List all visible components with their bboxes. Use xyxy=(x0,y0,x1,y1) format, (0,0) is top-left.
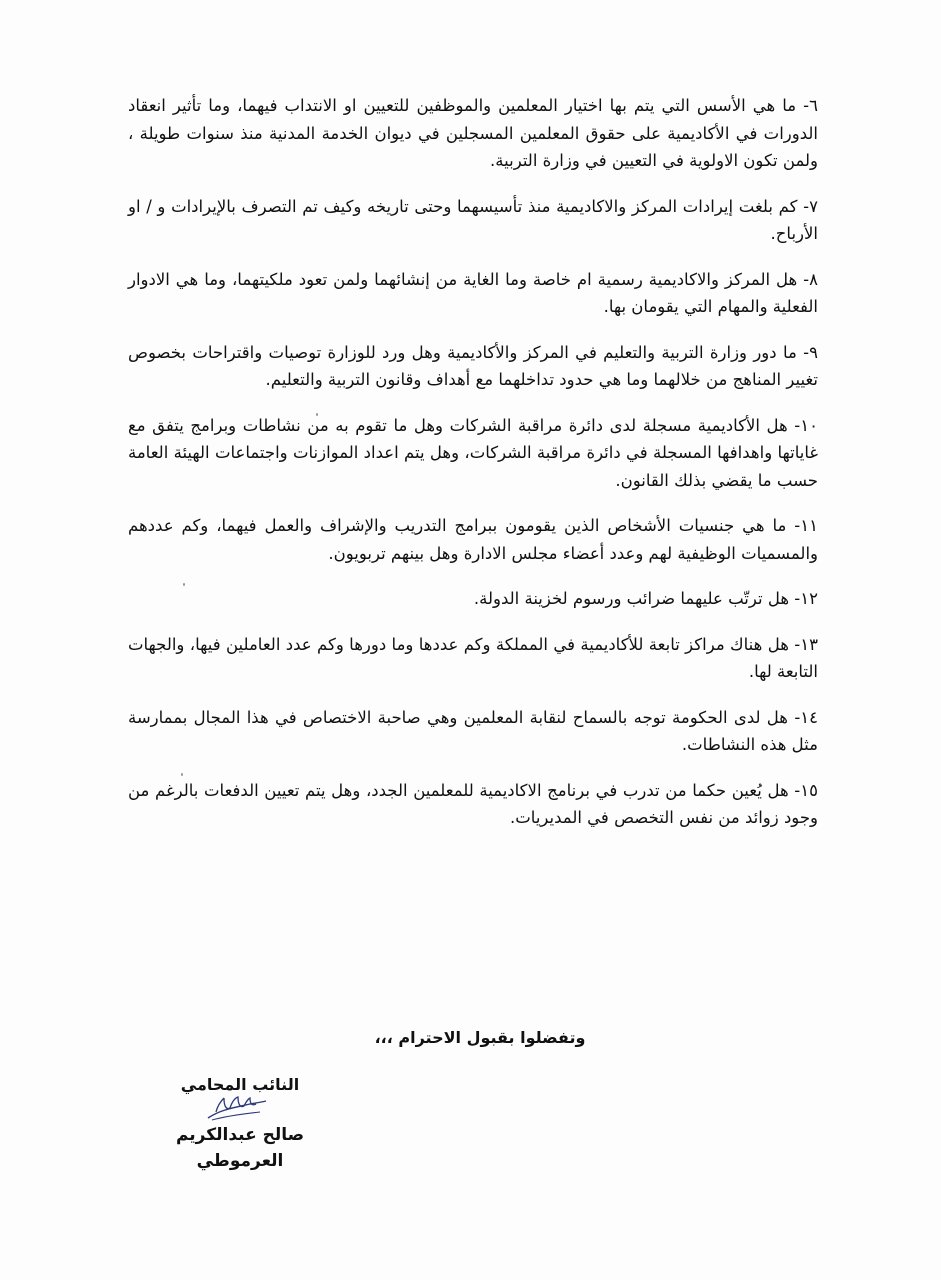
scan-speck xyxy=(316,413,318,416)
question-number: ٧- xyxy=(803,196,818,216)
question-number: ٦- xyxy=(803,96,818,115)
question-item xyxy=(128,512,818,567)
question-item xyxy=(128,92,818,175)
question-text: هل الأكاديمية مسجلة لدى دائرة مراقبة الشركات وهل ما تقوم به من نشاطات وبرامج يتفق مع غاياتها واهدافها المسجلة في دائرة مراقبة الشركات، وهل يتم اعداد الموازنات واجتماعات الهيئة العامة حسب ما يقضي بذلك القانون. xyxy=(128,415,818,490)
question-text: هل هناك مراكز تابعة للأكاديمية في المملكة وكم عددها وما دورها وكم عدد العاملين فيها، والجهات التابعة لها. xyxy=(128,634,818,681)
question-text: كم بلغت إيرادات المركز والاكاديمية منذ تأسيسهما وحتى تاريخه وكيف تم التصرف بالإيرادات و / او الأرباح. xyxy=(128,196,818,243)
question-text: هل المركز والاكاديمية رسمية ام خاصة وما الغاية من إنشائهما ولمن تعود ملكيتهما، وما هي الادوار الفعلية والمهام التي يقومان بها. xyxy=(128,269,818,316)
handwritten-signature xyxy=(130,1096,350,1122)
question-item xyxy=(128,193,818,248)
question-number: ٩- xyxy=(803,342,818,362)
questions-list xyxy=(128,92,818,850)
question-item xyxy=(128,631,818,686)
question-item xyxy=(128,412,818,495)
question-text: ما هي الأسس التي يتم بها اختيار المعلمين والموظفين للتعيين او الانتداب فيهما، وما تأثير انعقاد الدورات في الأكاديمية على حقوق المعلمين المسجلين في ديوان الخدمة المدنية منذ سنوات طويلة ، ولمن تكون الاولوية في التعيين في وزارة التربية. xyxy=(128,96,818,170)
question-text: ما هي جنسيات الأشخاص الذين يقومون ببرامج التدريب والإشراف والعمل فيهما، وكم عددهم والمسميات الوظيفية لهم وعدد أعضاء مجلس الادارة وهل بينهم تربويون. xyxy=(128,516,818,563)
signatory-title: النائب المحامي xyxy=(180,1075,300,1094)
question-text: هل لدى الحكومة توجه بالسماح لنقابة المعلمين وهي صاحبة الاختصاص في هذا المجال بممارسة مثل هذه النشاطات. xyxy=(128,707,818,754)
scan-speck xyxy=(181,773,183,776)
closing-salutation: وتفضلوا بقبول الاحترام ،،، xyxy=(374,1028,586,1047)
question-item xyxy=(128,339,818,394)
question-text: ما دور وزارة التربية والتعليم في المركز والأكاديمية وهل ورد للوزارة توصيات واقتراحات بخصوص تغيير المناهج من خلالهما وما هي حدود تداخلهما مع أهداف وقانون التربية والتعليم. xyxy=(128,342,818,389)
question-text: هل ترتّب عليهما ضرائب ورسوم لخزينة الدولة. xyxy=(473,589,790,608)
question-item xyxy=(128,704,818,759)
question-number: ١٢- xyxy=(794,589,818,608)
question-number: ١٥- xyxy=(794,780,818,800)
signature-block xyxy=(130,1074,350,1174)
question-number: ١٣- xyxy=(794,634,818,654)
signatory-name: صالح عبدالكريم العرموطي xyxy=(175,1125,305,1171)
question-item xyxy=(128,266,818,321)
question-item xyxy=(128,585,818,613)
question-number: ٨- xyxy=(803,269,818,289)
question-item xyxy=(128,777,818,832)
question-number: ١٤- xyxy=(794,707,819,727)
scan-speck xyxy=(183,583,185,586)
question-number: ١١- xyxy=(794,516,818,535)
signature-scribble-icon xyxy=(202,1094,272,1124)
question-number: ١٠- xyxy=(794,415,818,435)
question-text: هل يُعين حكما من تدرب في برنامج الاكاديمية للمعلمين الجدد، وهل يتم تعيين الدفعات بالرغم من وجود زوائد من نفس التخصص في المديريات. xyxy=(128,780,818,827)
